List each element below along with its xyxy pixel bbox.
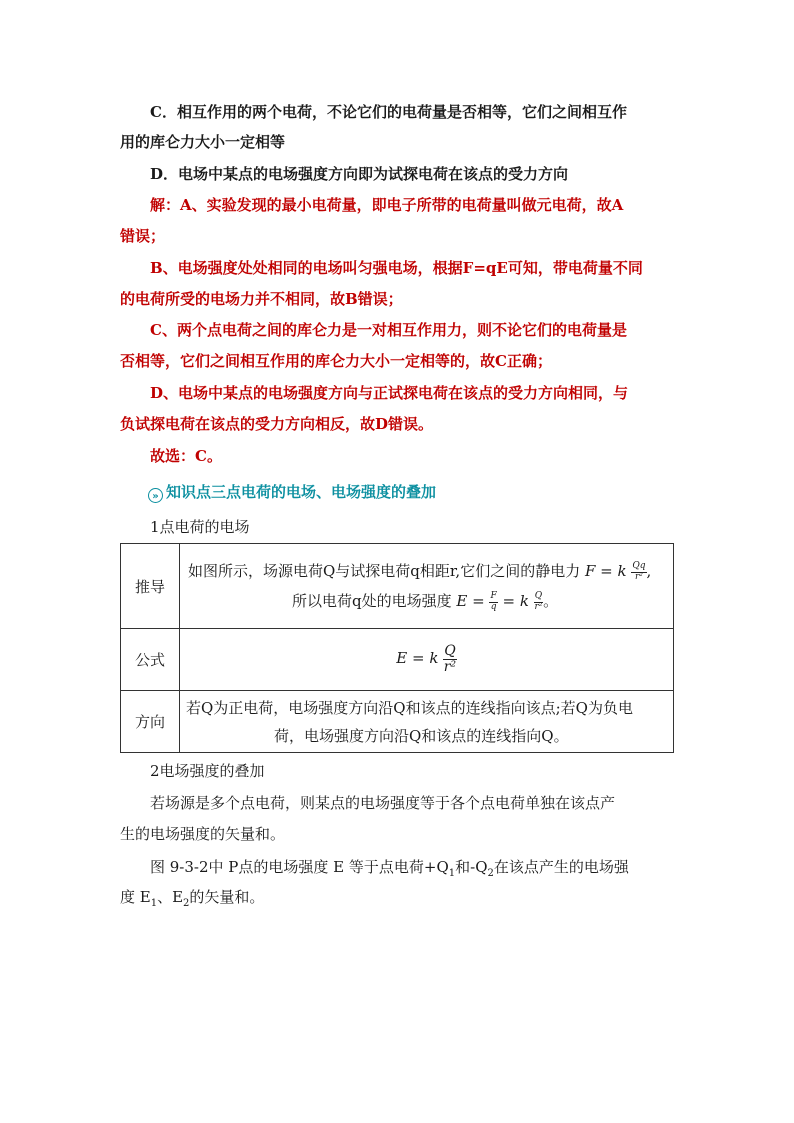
frac-den: r² [534, 601, 543, 612]
formula-fraction [443, 644, 456, 674]
row-head-direction: 方向 [121, 691, 180, 753]
subscript: 1 [448, 868, 456, 879]
direction-cell [180, 691, 674, 753]
point-charge-field-table [120, 543, 674, 753]
direction-line1: 若Q为正电荷，电场强度方向沿Q和该点的连线指向该点;若Q为负电 [186, 698, 633, 717]
derivation-line1 [188, 556, 665, 586]
option-d: D．电场中某点的电场强度方向即为试探电荷在该点的受力方向 [150, 165, 569, 183]
solution-c-line1: C、两个点电荷之间的库仑力是一对相互作用力，则不论它们的电荷量是 [150, 321, 627, 339]
formula-cell [180, 629, 674, 691]
field-mid: = k [502, 592, 529, 610]
text: 度 E [120, 888, 151, 906]
row-head-formula: 公式 [121, 629, 180, 691]
solution-d-line2: 负试探电荷在该点的受力方向相反，故D错误。 [120, 415, 434, 433]
derivation-text2: 所以电荷q处的电场强度 [292, 592, 452, 610]
field-fraction-1 [489, 592, 497, 612]
double-chevron-circle-icon: » [148, 488, 163, 503]
frac-num: Q [444, 643, 456, 660]
text: 的矢量和。 [189, 888, 265, 906]
text: 和-Q [455, 858, 488, 876]
table-row-derivation [121, 544, 674, 629]
superposition-para-line2: 生的电场强度的矢量和。 [120, 825, 286, 843]
frac-den: r² [443, 659, 457, 675]
coulomb-lhs: F = k [584, 562, 627, 580]
solution-c-line2: 否相等，它们之间相互作用的库仑力大小一定相等的，故C正确； [120, 352, 552, 370]
text: 、E [157, 888, 184, 906]
derivation-cell [180, 544, 674, 629]
solution-a-line2: 错误； [120, 227, 166, 245]
text: 在该点产生的电场强 [493, 858, 629, 876]
direction-line2: 荷，电场强度方向沿Q和该点的连线指向Q。 [274, 726, 569, 745]
coulomb-fraction [631, 562, 646, 582]
subsection-2-title: 2电场强度的叠加 [150, 762, 265, 780]
derivation-tail1: , [646, 562, 652, 580]
frac-num: Q [534, 591, 543, 602]
solution-a-line1: 解：A、实验发现的最小电荷量，即电子所带的电荷量叫做元电荷，故A [150, 196, 624, 214]
figure-ref-line1 [150, 856, 710, 885]
row-head-derivation: 推导 [121, 544, 180, 629]
derivation-tail2: 。 [543, 592, 559, 610]
derivation-text1: 如图所示，场源电荷Q与试探电荷q相距r,它们之间的静电力 [188, 562, 581, 580]
frac-num: Qq [632, 561, 646, 572]
derivation-line2 [188, 586, 665, 616]
superposition-para-line1: 若场源是多个点电荷，则某点的电场强度等于各个点电荷单独在该点产 [150, 794, 616, 812]
table-row-formula [121, 629, 674, 691]
option-c-line1: C．相互作用的两个电荷，不论它们的电荷量是否相等，它们之间相互作 [150, 103, 627, 121]
field-fraction-2 [534, 592, 543, 612]
text: 图 9-3-2中 P点的电场强度 E 等于点电荷+Q [150, 858, 449, 876]
subscript: 2 [183, 898, 190, 909]
field-lhs: E = [456, 592, 485, 610]
section-title: 知识点三点电荷的电场、电场强度的叠加 [166, 483, 437, 501]
frac-den: r² [634, 571, 643, 582]
table-row-direction [121, 691, 674, 753]
solution-b-line1: B、电场强度处处相同的电场叫匀强电场，根据F=qE可知，带电荷量不同 [150, 259, 643, 277]
subscript: 1 [150, 898, 158, 909]
solution-answer: 故选：C。 [150, 447, 222, 465]
solution-b-line2: 的电荷所受的电场力并不相同，故B错误； [120, 290, 403, 308]
figure-ref-line2 [120, 886, 680, 915]
option-c-line2: 用的库仑力大小一定相等 [120, 133, 286, 151]
frac-den: q [490, 601, 497, 612]
formula-lhs: E = k [396, 649, 439, 668]
solution-d-line1: D、电场中某点的电场强度方向与正试探电荷在该点的受力方向相同，与 [150, 384, 629, 402]
subscript: 2 [487, 868, 494, 879]
frac-num: F [490, 591, 497, 602]
section-heading [148, 481, 708, 503]
subsection-1-title: 1点电荷的电场 [150, 518, 250, 536]
